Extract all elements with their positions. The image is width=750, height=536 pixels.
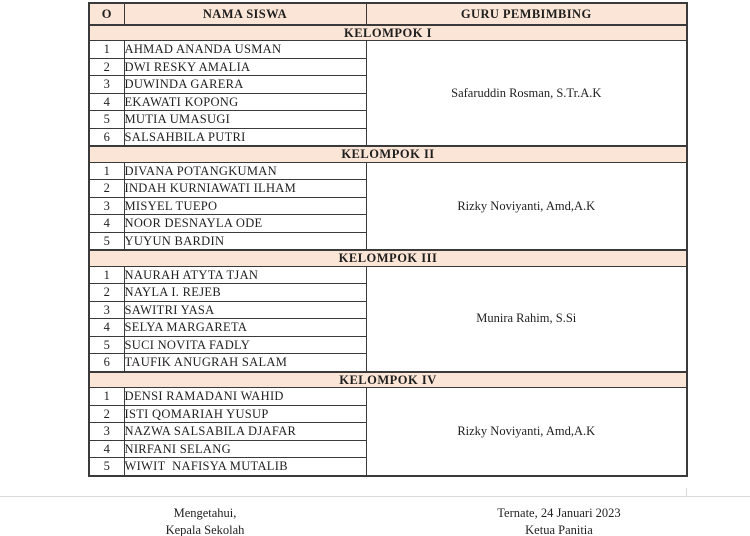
student-name: AHMAD ANANDA USMAN [124,41,366,59]
group-header-row [89,250,687,266]
group-header-title: KELOMPOK IV [89,372,687,388]
group-header-title: KELOMPOK III [89,250,687,266]
student-name: NAZWA SALSABILA DJAFAR [124,423,366,441]
signature-left-line1: Mengetahui, [173,506,237,520]
student-name: NAYLA I. REJEB [124,284,366,302]
student-name: MISYEL TUEPO [124,197,366,215]
student-number: 2 [89,284,124,302]
student-name: DENSI RAMADANI WAHID [124,388,366,406]
student-number: 3 [89,197,124,215]
signature-left-line2: Kepala Sekolah [165,523,245,536]
student-number: 3 [89,76,124,94]
student-name: YUYUN BARDIN [124,232,366,250]
student-roster-table [88,2,688,477]
guru-pembimbing-name: Rizky Noviyanti, Amd,A.K [366,162,687,250]
student-number: 2 [89,405,124,423]
student-number: 1 [89,388,124,406]
student-name: SALSAHBILA PUTRI [124,128,366,146]
student-number: 6 [89,128,124,146]
student-name: SELYA MARGARETA [124,319,366,337]
student-number: 1 [89,41,124,59]
student-number: 4 [89,319,124,337]
student-number: 4 [89,440,124,458]
student-number: 2 [89,180,124,198]
student-row [89,41,687,59]
table-header-row [89,3,687,25]
group-header-title: KELOMPOK I [89,25,687,41]
student-name: NOOR DESNAYLA ODE [124,215,366,233]
student-number: 3 [89,301,124,319]
student-row [89,388,687,406]
signature-right-line1: Ternate, 24 Januari 2023 [497,506,621,520]
signature-block-right [459,505,659,536]
group-header-row [89,25,687,41]
student-number: 5 [89,232,124,250]
group-header-row [89,372,687,388]
guru-pembimbing-name: Safaruddin Rosman, S.Tr.A.K [366,41,687,147]
student-name: INDAH KURNIAWATI ILHAM [124,180,366,198]
col-header-no: O [89,3,124,25]
student-name: MUTIA UMASUGI [124,111,366,129]
student-name: DWI RESKY AMALIA [124,58,366,76]
student-number: 4 [89,93,124,111]
student-name: ISTI QOMARIAH YUSUP [124,405,366,423]
student-name: DIVANA POTANGKUMAN [124,162,366,180]
student-number: 5 [89,111,124,129]
student-name: TAUFIK ANUGRAH SALAM [124,354,366,372]
student-name: WIWIT NAFISYA MUTALIB [124,458,366,476]
student-name: SUCI NOVITA FADLY [124,336,366,354]
student-name: DUWINDA GARERA [124,76,366,94]
signature-block-left [105,505,305,536]
student-number: 2 [89,58,124,76]
col-header-guru-pembimbing: GURU PEMBIMBING [366,3,687,25]
guru-pembimbing-name: Rizky Noviyanti, Amd,A.K [366,388,687,476]
col-header-nama-siswa: NAMA SISWA [124,3,366,25]
student-number: 5 [89,458,124,476]
student-number: 1 [89,266,124,284]
student-row [89,266,687,284]
group-header-title: KELOMPOK II [89,146,687,162]
student-number: 6 [89,354,124,372]
student-row [89,162,687,180]
student-number: 1 [89,162,124,180]
student-number: 4 [89,215,124,233]
signature-right-line2: Ketua Panitia [525,523,593,536]
student-name: NIRFANI SELANG [124,440,366,458]
group-header-row [89,146,687,162]
student-number: 5 [89,336,124,354]
page-corner-mark [686,488,687,496]
guru-pembimbing-name: Munira Rahim, S.Si [366,266,687,372]
student-name: SAWITRI YASA [124,301,366,319]
page-divider-line [0,496,750,497]
student-number: 3 [89,423,124,441]
student-name: EKAWATI KOPONG [124,93,366,111]
student-name: NAURAH ATYTA TJAN [124,266,366,284]
